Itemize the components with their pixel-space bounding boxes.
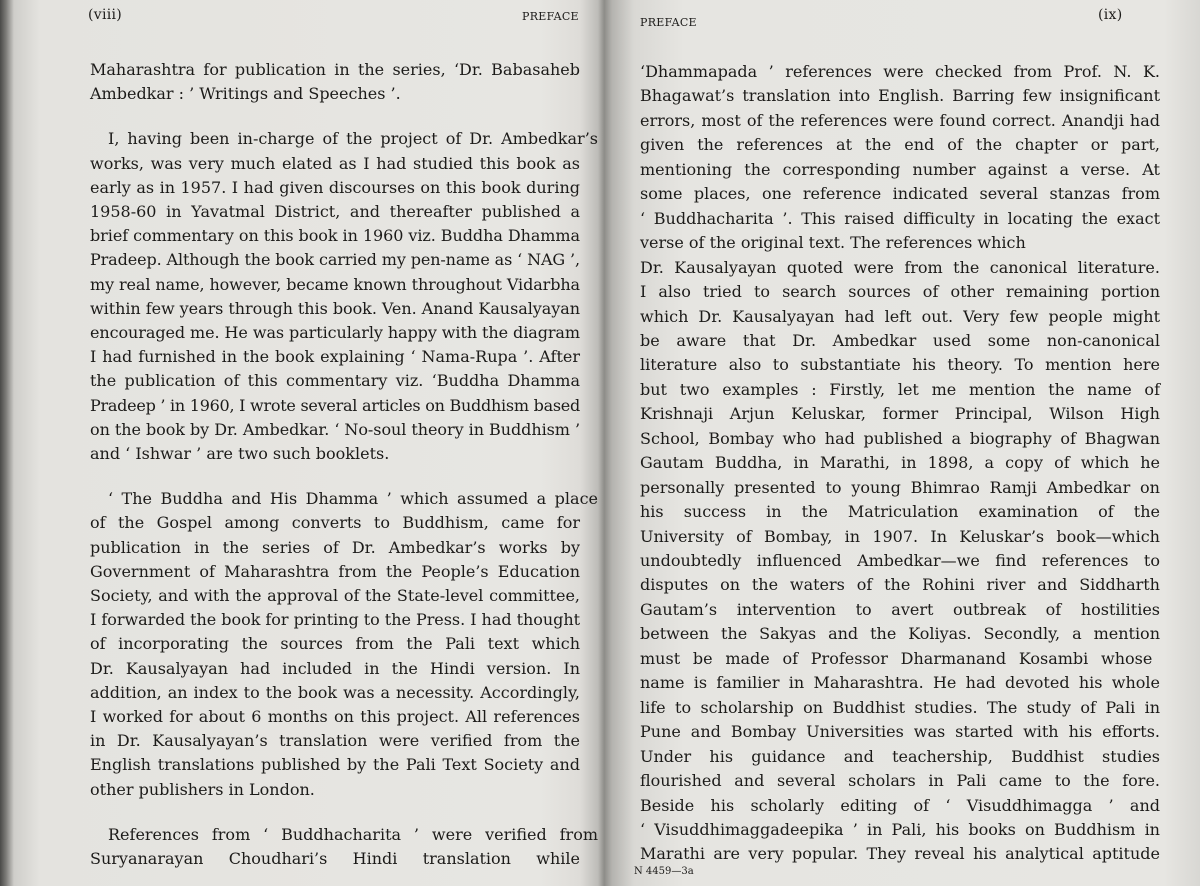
text-line: encouraged me. He was particularly happy with the diagram <box>90 323 580 342</box>
text-line: errors, most of the references were found correct. Anandji had <box>640 110 1160 130</box>
right-page-number: (ix) <box>1098 7 1123 23</box>
text-line: Maharashtra for publication in the series, ‘Dr. Babasaheb <box>90 60 580 79</box>
text-line: English translations published by the Pali Text Society and <box>90 755 580 775</box>
text-line: literature also to substantiate his theory. To mention here <box>640 355 1160 375</box>
text-line: of incorporating the sources from the Pali text which <box>90 634 580 654</box>
text-line: Beside his scholarly editing of ‘ Visuddhimagga ’ and <box>640 795 1160 815</box>
text-line: between the Sakyas and the Koliyas. Secondly, a mention <box>640 624 1160 644</box>
text-line: Gautam Buddha, in Marathi, in 1898, a copy of which he <box>640 453 1160 473</box>
right-running-head: PREFACE <box>640 16 697 29</box>
text-line: brief commentary on this book in 1960 viz. Buddha Dhamma <box>90 226 580 246</box>
text-line: Pune and Bombay Universities was started with his efforts. <box>640 722 1160 742</box>
text-line: mentioning the corresponding number against a verse. At <box>640 159 1160 179</box>
text-line: be aware that Dr. Ambedkar used some non-canonical <box>640 330 1160 350</box>
text-line: ‘ Buddhacharita ’. This raised difficulty in locating the exact <box>640 208 1160 228</box>
text-line: other publishers in London. <box>90 779 315 799</box>
text-line: my real name, however, became known throughout Vidarbha <box>90 274 580 294</box>
left-page-number: (viii) <box>88 7 123 23</box>
text-line: and ‘ Ishwar ’ are two such booklets. <box>90 444 390 463</box>
text-line: I worked for about 6 months on this project. All references <box>90 707 580 726</box>
left-running-head: PREFACE <box>522 10 579 23</box>
text-line: Government of Maharashtra from the People’s Education <box>90 561 580 581</box>
text-line: Krishnaji Arjun Keluskar, former Principal, Wilson High <box>640 404 1160 424</box>
text-line: Dr. Kausalyayan had included in the Hindi version. In <box>90 658 580 678</box>
text-line: life to scholarship on Buddhist studies. The study of Pali in <box>640 697 1160 717</box>
text-line: University of Bombay, in 1907. In Keluskar’s book—which <box>640 526 1160 546</box>
text-line: I also tried to search sources of other remaining portion <box>640 282 1160 302</box>
text-line: Pradeep ’ in 1960, I wrote several articles on Buddhism based <box>90 395 581 415</box>
text-line: ‘ Visuddhimaggadeepika ’ in Pali, his books on Buddhism in <box>640 819 1160 839</box>
text-line: References from ‘ Buddhacharita ’ were verified from <box>108 824 598 844</box>
text-line: addition, an index to the book was a necessity. Accordingly, <box>90 682 580 702</box>
text-line: Pradeep. Although the book carried my pen-name as ‘ NAG ’, <box>90 250 581 270</box>
text-line: Under his guidance and teachership, Buddhist studies <box>640 746 1160 766</box>
text-line: School, Bombay who had published a biography of Bhagwan <box>640 428 1160 448</box>
text-line: must be made of Professor Dharmanand Kosambi whose <box>640 648 1153 668</box>
text-line: flourished and several scholars in Pali came to the fore. <box>640 771 1160 791</box>
right-page <box>604 0 1200 886</box>
text-line: I had furnished in the book explaining ‘ Nama-Rupa ’. After <box>90 347 580 367</box>
text-line: works, was very much elated as I had studied this book as <box>90 153 580 173</box>
text-line: some places, one reference indicated several stanzas from <box>640 184 1160 204</box>
text-line: Gautam’s intervention to avert outbreak of hostilities <box>640 599 1160 619</box>
text-line: publication in the series of Dr. Ambedkar’s works by <box>90 537 580 557</box>
text-line: Dr. Kausalyayan quoted were from the canonical literature. <box>640 257 1160 277</box>
text-line: early as in 1957. I had given discourses on this book during <box>90 177 580 197</box>
text-line: ‘ The Buddha and His Dhamma ’ which assumed a place <box>108 489 598 509</box>
text-line: which Dr. Kausalyayan had left out. Very few people might <box>640 306 1160 326</box>
text-line: Ambedkar : ’ Writings and Speeches ’. <box>90 84 401 104</box>
page-footer: N 4459—3a <box>634 866 694 877</box>
text-line: within few years through this book. Ven. Anand Kausalyayan <box>90 298 580 318</box>
text-line: of the Gospel among converts to Buddhism, came for <box>90 513 580 533</box>
text-line: on the book by Dr. Ambedkar. ‘ No-soul theory in Buddhism ’ <box>90 419 580 439</box>
text-line: but two examples : Firstly, let me mention the name of <box>640 379 1160 399</box>
text-line: I, having been in-charge of the project of Dr. Ambedkar’s <box>108 129 598 149</box>
text-line: Marathi are very popular. They reveal his analytical aptitude <box>640 844 1160 864</box>
text-line: Suryanarayan Choudhari’s Hindi translation while <box>90 849 580 868</box>
text-line: name is familier in Maharashtra. He had devoted his whole <box>640 673 1160 693</box>
text-line: I forwarded the book for printing to the Press. I had thought <box>90 610 581 630</box>
text-line: disputes on the waters of the Rohini river and Siddharth <box>640 575 1160 595</box>
text-line: the publication of this commentary viz. ‘Buddha Dhamma <box>90 371 580 391</box>
text-line: given the references at the end of the chapter or part, <box>640 135 1160 155</box>
text-line: in Dr. Kausalyayan’s translation were verified from the <box>90 731 580 751</box>
text-line: Bhagawat’s translation into English. Barring few insignificant <box>640 86 1160 106</box>
text-line: 1958-60 in Yavatmal District, and thereafter published a <box>90 202 580 221</box>
text-line: ‘Dhammapada ’ references were checked from Prof. N. K. <box>640 62 1160 81</box>
text-line: his success in the Matriculation examination of the <box>640 502 1160 522</box>
text-line: Society, and with the approval of the State-level committee, <box>90 586 580 605</box>
text-line: personally presented to young Bhimrao Ramji Ambedkar on <box>640 477 1160 497</box>
text-line: verse of the original text. The references which <box>640 233 1026 253</box>
text-line: undoubtedly influenced Ambedkar—we find references to <box>640 551 1160 570</box>
